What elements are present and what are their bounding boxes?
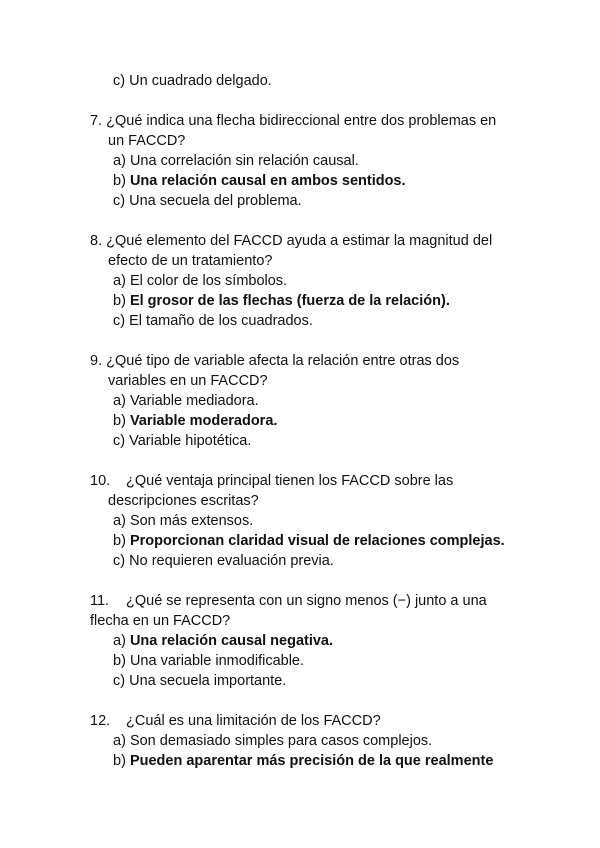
question-8-cont: efecto de un tratamiento? xyxy=(108,253,273,269)
question-10-cont: descripciones escritas? xyxy=(108,493,259,509)
option-b-correct xyxy=(113,411,277,431)
question-text: ¿Qué ventaja principal tienen los FACCD sobre las xyxy=(126,473,454,489)
option-letter: b) xyxy=(113,753,126,769)
option-text-correct: Una relación causal en ambos sentidos. xyxy=(129,173,406,189)
option-text: No requieren evaluación previa. xyxy=(129,553,334,569)
question-11-cont: flecha en un FACCD? xyxy=(90,613,231,629)
option-text: Son más extensos. xyxy=(129,513,254,529)
option-text-correct: Proporcionan claridad visual de relaciones complejas. xyxy=(129,533,505,549)
option-text: Una variable inmodificable. xyxy=(129,653,305,669)
option-a xyxy=(113,151,359,171)
question-text: ¿Qué indica una flecha bidireccional entre dos problemas en xyxy=(106,113,497,129)
question-text: ¿Qué tipo de variable afecta la relación entre otras dos xyxy=(106,353,460,369)
option-letter: a) xyxy=(113,733,126,749)
question-7-cont: un FACCD? xyxy=(108,133,186,149)
option-letter: b) xyxy=(113,533,126,549)
question-text: ¿Qué elemento del FACCD ayuda a estimar la magnitud del xyxy=(106,233,493,249)
option-b-correct xyxy=(113,751,493,771)
option-c xyxy=(113,551,334,571)
option-letter: a) xyxy=(113,513,126,529)
option-letter: a) xyxy=(113,393,126,409)
question-number: 12. xyxy=(90,713,111,729)
question-10 xyxy=(90,471,453,491)
option-text: Un cuadrado delgado. xyxy=(129,73,272,89)
option-letter: a) xyxy=(113,273,126,289)
option-text: El color de los símbolos. xyxy=(129,273,288,289)
question-number: 11. xyxy=(90,593,110,609)
option-a xyxy=(113,511,253,531)
option-text-correct: Pueden aparentar más precisión de la que realmente xyxy=(129,753,494,769)
option-text: Una correlación sin relación causal. xyxy=(129,153,359,169)
option-b xyxy=(113,651,304,671)
question-text: ¿Qué se representa con un signo menos (−) junto a una xyxy=(126,593,487,609)
option-text: Una secuela importante. xyxy=(129,673,287,689)
question-12 xyxy=(90,711,381,731)
option-text-correct: Variable moderadora. xyxy=(129,413,278,429)
option-letter: a) xyxy=(113,633,126,649)
option-c xyxy=(113,431,251,451)
option-b-correct xyxy=(113,171,406,191)
option-text-correct: El grosor de las flechas (fuerza de la relación). xyxy=(129,293,450,309)
question-number: 10. xyxy=(90,473,111,489)
option-c xyxy=(113,671,286,691)
question-7 xyxy=(90,111,496,131)
question-number: 7. xyxy=(90,113,103,129)
option-letter: b) xyxy=(113,413,126,429)
option-c xyxy=(113,71,272,91)
option-text: Son demasiado simples para casos complejos. xyxy=(129,733,433,749)
question-9 xyxy=(90,351,459,371)
option-letter: b) xyxy=(113,173,126,189)
option-text-correct: Una relación causal negativa. xyxy=(129,633,334,649)
option-letter: b) xyxy=(113,293,126,309)
option-a-correct xyxy=(113,631,333,651)
option-b-correct xyxy=(113,531,505,551)
option-text: Variable hipotética. xyxy=(129,433,252,449)
option-a xyxy=(113,731,432,751)
question-text: ¿Cuál es una limitación de los FACCD? xyxy=(126,713,381,729)
option-letter: c) xyxy=(113,193,126,209)
option-letter: c) xyxy=(113,313,126,329)
option-c xyxy=(113,311,313,331)
question-11 xyxy=(90,591,487,611)
option-letter: c) xyxy=(113,673,126,689)
question-number: 8. xyxy=(90,233,103,249)
option-letter: c) xyxy=(113,73,126,89)
question-8 xyxy=(90,231,492,251)
option-a xyxy=(113,271,287,291)
option-letter: c) xyxy=(113,433,126,449)
option-c xyxy=(113,191,302,211)
question-9-cont: variables en un FACCD? xyxy=(108,373,268,389)
question-number: 9. xyxy=(90,353,103,369)
option-text: Una secuela del problema. xyxy=(129,193,302,209)
option-letter: c) xyxy=(113,553,126,569)
option-text: El tamaño de los cuadrados. xyxy=(129,313,313,329)
option-letter: b) xyxy=(113,653,126,669)
option-text: Variable mediadora. xyxy=(129,393,259,409)
option-letter: a) xyxy=(113,153,126,169)
option-a xyxy=(113,391,259,411)
option-b-correct xyxy=(113,291,450,311)
